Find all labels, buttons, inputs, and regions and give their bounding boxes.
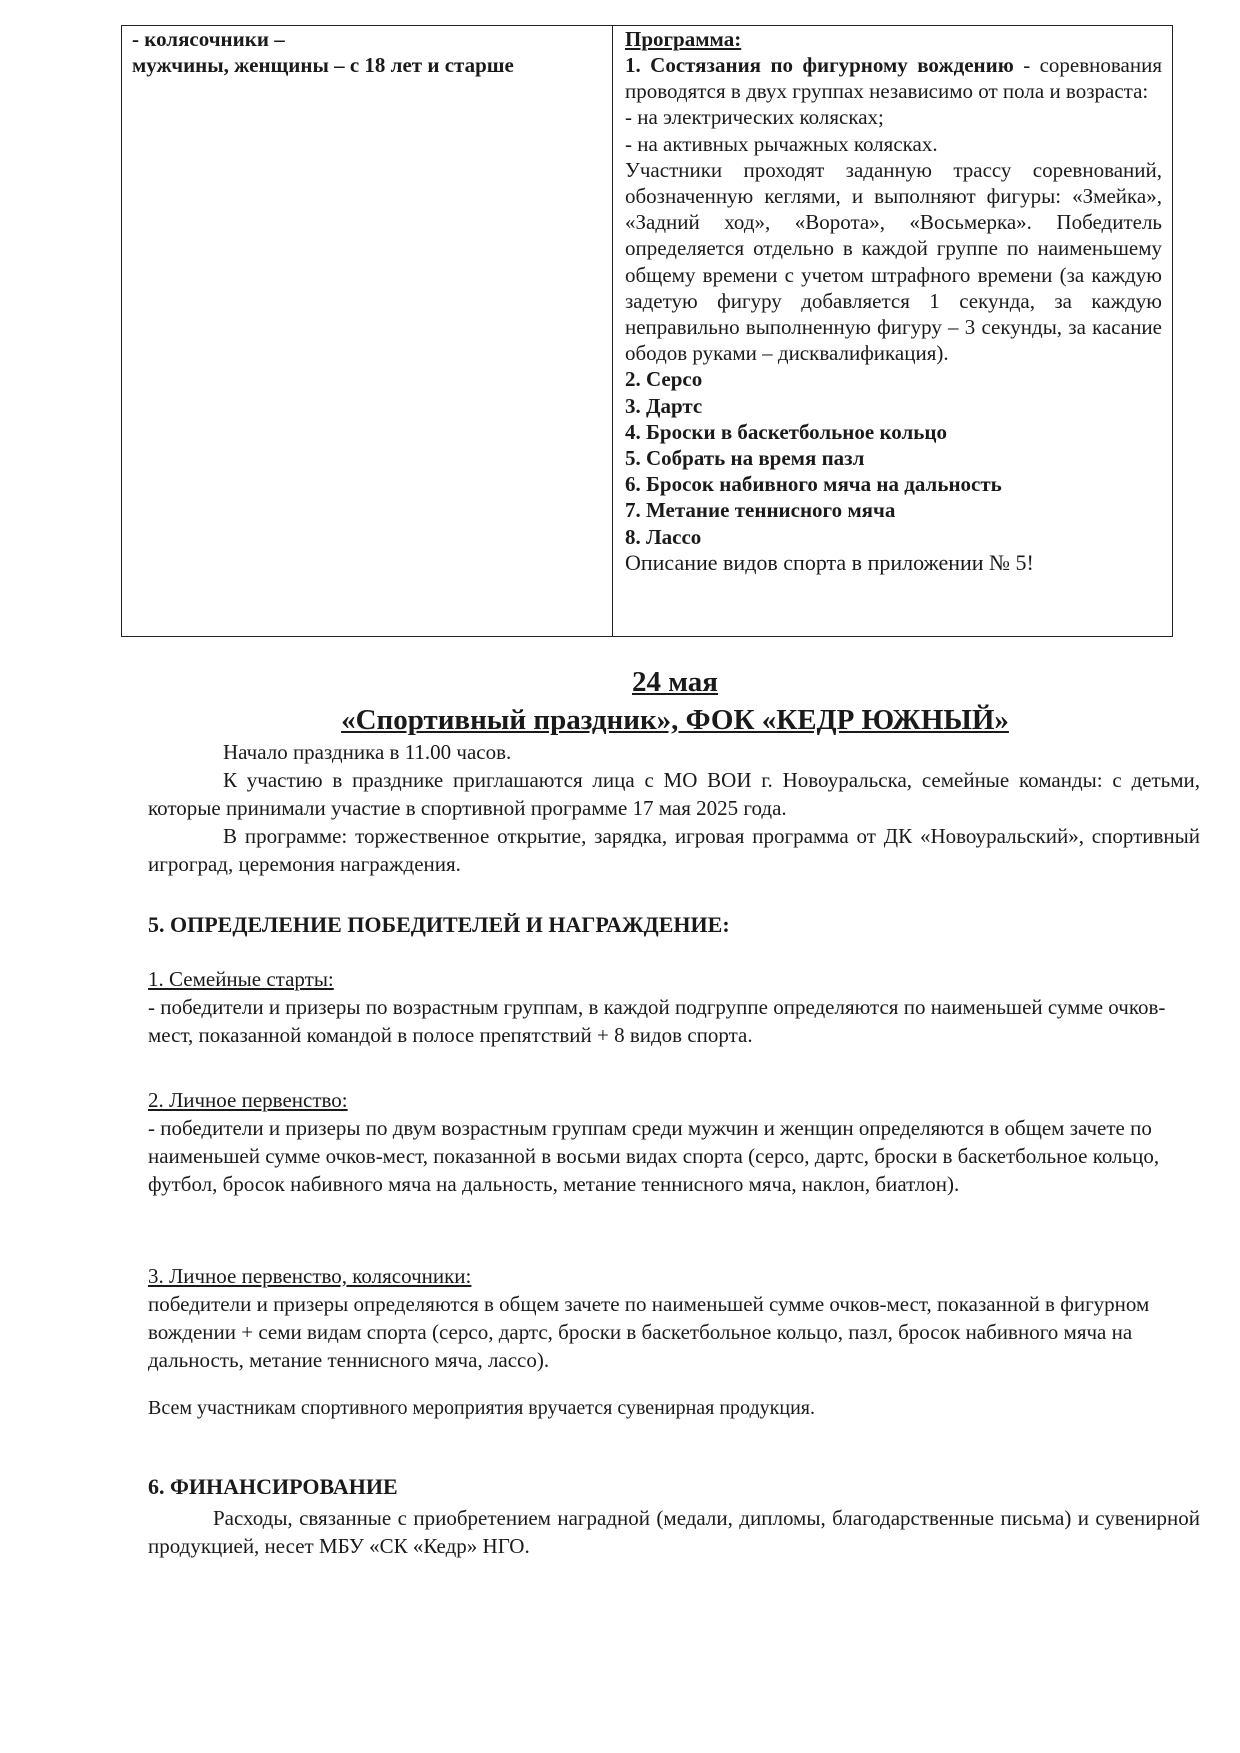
family-starts-block — [148, 965, 1200, 1049]
program-description: Участники проходят заданную трассу соревнований, обозначенную кеглями, и выполняют фигуры: «Змейка», «Задний ход», «Ворота», «Восьмерка». Победитель определяется отдельно в каждой группе по наименьшему общему времени с учетом штрафного времени (за каждую задетую фигуру добавляется 1 секунда, за каждую неправильно выполненную фигуру – 3 секунды, за касание ободов руками – дисквалификация). — [625, 157, 1162, 366]
program-item: 3. Дартс — [625, 393, 703, 418]
event-description — [148, 738, 1200, 878]
souvenir-note — [148, 1394, 1200, 1422]
financing-text: Расходы, связанные с приобретением наградной (медали, дипломы, благодарственные письма) и сувенирной продукцией, несет МБУ «СК «Кедр» НГО. — [148, 1506, 1200, 1558]
wheelchair-championship-title: 3. Личное первенство, колясочники: — [148, 1264, 472, 1288]
section-5-title: 5. ОПРЕДЕЛЕНИЕ ПОБЕДИТЕЛЕЙ И НАГРАЖДЕНИЕ: — [148, 912, 730, 937]
program-table — [121, 25, 1173, 637]
family-starts-text: - победители и призеры по возрастным группам, в каждой подгруппе определяются по наименьшей сумме очков-мест, показанной командой в полосе препятствий + 8 видов спорта. — [148, 995, 1166, 1047]
category-line: - колясочники – — [132, 27, 285, 51]
section-6-title: 6. ФИНАНСИРОВАНИЕ — [148, 1474, 398, 1499]
event-title: «Спортивный праздник», ФОК «КЕДР ЮЖНЫЙ» — [341, 704, 1009, 736]
event-program: В программе: торжественное открытие, зарядка, игровая программа от ДК «Новоуральский», спортивный игроград, церемония награждения. — [148, 824, 1200, 876]
event-date: 24 мая — [632, 666, 718, 698]
table-right-cell — [613, 26, 1172, 636]
personal-championship-title: 2. Личное первенство: — [148, 1088, 348, 1112]
personal-championship-block — [148, 1086, 1200, 1198]
bullet-manual: - на активных рычажных колясках. — [625, 131, 938, 156]
program-item-1-title: 1. Состязания по фигурному вождению — [625, 53, 1014, 77]
event-start-time: Начало праздника в 11.00 часов. — [223, 740, 512, 764]
program-item: 5. Собрать на время пазл — [625, 446, 865, 471]
personal-championship-text: - победители и призеры по двум возрастным группам среди мужчин и женщин определяются в общем зачете по наименьшей сумме очков-мест, показанной в восьми видах спорта (серсо, дартс, броски в баскетбольное кольцо, футбол, бросок набивного мяча на дальность, метание теннисного мяча, наклон, биатлон). — [148, 1116, 1160, 1196]
bullet-electric: - на электрических колясках; — [625, 105, 884, 130]
program-item-1-text: - соревнования проводятся в двух группах независимо от пола и возраста: — [625, 53, 1162, 104]
program-item: 2. Серсо — [625, 367, 703, 392]
program-item-1 — [625, 52, 1162, 104]
program-item: 7. Метание теннисного мяча — [625, 498, 896, 523]
program-heading: Программа: — [625, 27, 742, 51]
financing-block — [148, 1504, 1200, 1560]
event-participants: К участию в празднике приглашаются лица с МО ВОИ г. Новоуральска, семейные команды: с детьми, которые принимали участие в спортивной программе 17 мая 2025 года. — [148, 768, 1200, 820]
appendix-note: Описание видов спорта в приложении № 5! — [625, 549, 1034, 575]
program-item: 6. Бросок набивного мяча на дальность — [625, 472, 1002, 497]
table-left-cell — [122, 26, 613, 636]
program-item: 8. Лассо — [625, 524, 702, 549]
category-age-line: мужчины, женщины – с 18 лет и старше — [132, 53, 514, 77]
wheelchair-championship-text: победители и призеры определяются в общем зачете по наименьшей сумме очков-мест, показанной в фигурном вождении + семи видам спорта (серсо, дартс, броски в баскетбольное кольцо, пазл, бросок набивного мяча на дальность, метание теннисного мяча, лассо). — [148, 1292, 1150, 1372]
family-starts-title: 1. Семейные старты: — [148, 967, 334, 991]
souvenir-text: Всем участникам спортивного мероприятия вручается сувенирная продукция. — [148, 1397, 815, 1419]
program-item: 4. Броски в баскетбольное кольцо — [625, 419, 947, 444]
wheelchair-championship-block — [148, 1262, 1200, 1374]
